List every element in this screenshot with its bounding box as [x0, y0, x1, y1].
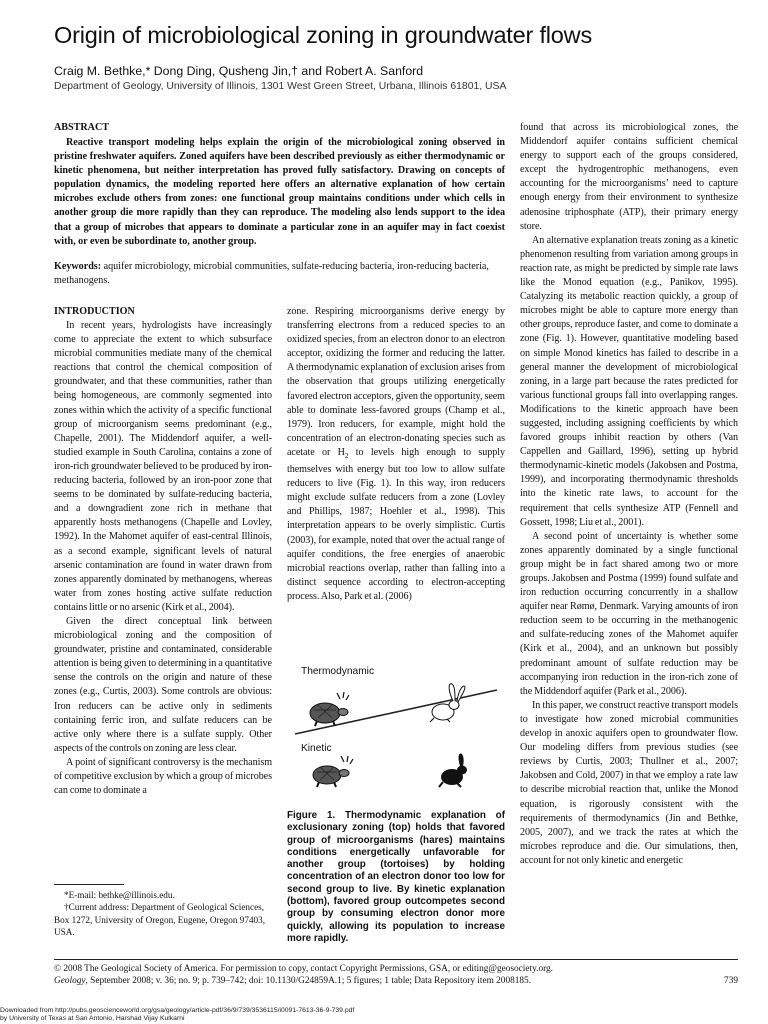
abstract-section [54, 121, 505, 288]
keywords-label: Keywords: [54, 260, 102, 272]
tortoise-bottom-icon [313, 756, 353, 787]
figure-label-kinetic: Kinetic [301, 743, 332, 754]
tortoise-top-icon [310, 692, 349, 726]
right-paragraph-3: A second point of uncertainty is whether some zones apparently dominated by a single functional group might be in fact shared among two or more groups. Jakobsen and Postma (1999) found sulfate and iron reduction occurring concurrently in a shallow aquifer near Rømø, Denmark. Varying amounts of iron reduction seem to be occurring in the methanogenic and sulfate-reducing zones of the Mahomet aquifer (Kirk et al., 2004), and an unknown but possibly predominant amount of sulfate reduction may be accompanying iron reduction in the iron-rich zone of the Middendorf aquifer (Park et al., 2006). [520, 530, 738, 697]
keywords-text: aquifer microbiology, microbial communities, sulfate-reducing bacteria, iron-reducing bacteria, methanogens. [54, 260, 489, 286]
footnote-current-address: †Current address: Department of Geological Sciences, Box 1272, University of Oregon, Eugene, Oregon 97403, USA. [54, 902, 266, 937]
footnote-email: *E-mail: bethke@illinois.edu. [64, 890, 175, 900]
download-notice-line-1: Downloaded from http://pubs.geoscienceworld.org/gsa/geology/article-pdf/36/9/739/3536115/i0091-7613-36-9-739.pdf [0, 1007, 355, 1014]
intro-paragraph-3: A point of significant controversy is the mechanism of competitive exclusion by which a group of microbes can come to dominate a [54, 756, 272, 797]
middle-column [287, 305, 505, 604]
footnotes [54, 889, 272, 938]
copyright-line: © 2008 The Geological Society of America. For permission to copy, contact Copyright Permissions, GSA, or editing@geosociety.org. [54, 964, 553, 974]
intro-paragraph-2: Given the direct conceptual link between microbiological zoning and the composition of groundwater, pristine and contaminated, considerable attention is being given to determining in a quantitative sense the controls on the origin and nature of these zones (e.g., Curtis, 2003). Some controls are obvious: Iron reducers can be active only in sediments containing ferric iron, and sulfate reducers can be active only where there is a sulfate supply. Other aspects of the controls on zoning are less clear. [54, 615, 272, 754]
citation-journal: Geology [54, 976, 86, 986]
keywords [54, 260, 505, 288]
abstract-body: Reactive transport modeling helps explain the origin of the microbiological zoning observed in pristine freshwater aquifers. Zoned aquifers have been described previously as either thermodynamic or kinetic phenomena, but neither interpretation has proved fully satisfactory. Drawing on concepts of population dynamics, the modeling reported here offers an alternative explanation of how certain microbes exclude others from zones: one functional group maintains conditions under which cells in another group die more rapidly than they can reproduce. The modeling also lends support to the idea that a group of microbes that appears to dominate a particular zone in an aquifer may in fact coexist with, or even be subordinate to, another group. [54, 137, 505, 247]
figure-1 [287, 660, 505, 800]
figure-label-thermodynamic: Thermodynamic [301, 666, 375, 677]
figure-1-illustration [287, 660, 505, 800]
page-number: 739 [724, 976, 738, 986]
article-title: Origin of microbiological zoning in groundwater flows [54, 22, 593, 48]
footer-rule [54, 959, 738, 960]
right-paragraph-4: In this paper, we construct reactive transport models to investigate how zoned microbial communities develop in anoxic aquifers open to groundwater flow. Our modeling differs from previous studies (see reviews by Curtis, 2003; Thullner et al., 2007; Jakobsen and Cold, 2007) in that we employ a rate law to describe microbial reaction that, unlike the Monod equation, is rigorously consistent with the requirements of thermodynamics (Jin and Bethke, 2005, 2007), and we track the rates at which the microbes reproduce and die. Our simulations, then, account for not only kinetic and energetic [520, 699, 738, 866]
hare-bottom-icon [439, 754, 467, 788]
abstract-heading: ABSTRACT [54, 122, 109, 133]
download-notice-line-2: by University of Texas at San Antonio, Harshad Vijay Kulkarni [0, 1015, 185, 1022]
right-paragraph-1: found that across its microbiological zones, the Middendorf aquifer contains sufficient chemical energy to support each of the groups considered, except the hydrogentrophic methanogens, even accounting for the microorganisms’ need to capture enough energy from their environment to synthesize adenosine triphosphate (ATP), their primary energy store. [520, 122, 738, 232]
footnote-rule [54, 884, 124, 885]
intro-paragraph-1: In recent years, hydrologists have increasingly come to appreciate the extent to which subsurface microbial communities mediate many of the chemical reactions that control the chemical composition of groundwater, and that these communities, rather than being homogeneous, are commonly segmented into zones within which the activity of a specific functional group of microorganism seems predominant (e.g., Chapelle, 2001). The Middendorf aquifer, a well-studied example in South Carolina, contains a zone of iron-rich groundwater believed to be produced by iron-reducing bacteria, followed by an iron-poor zone that seems to be dominated by sulfate-reducing bacteria, and a downgradient zone rich in methane that apparently hosts methanogens (Chapelle and Lovley, 1992). In the Mahomet aquifer of east-central Illinois, as a second example, significant levels of natural arsenic contamination are found in water drawn from zones apparently dominated by methanogens, whereas water from zones hosting active sulfate reduction contains little or no arsenic (Kirk et al., 2004). [54, 320, 272, 613]
introduction-column [54, 305, 272, 798]
figure-1-caption: Figure 1. Thermodynamic explanation of exclusionary zoning (top) holds that favored group of microorganisms (hares) maintains conditions energetically unfavorable for another group (tortoises) by holding concentration of an electron donor too low for second group to live. By kinetic explanation (bottom), favored group outcompetes second group by consuming electron donor more quickly, allowing its population to increase more rapidly. [287, 810, 505, 944]
author-list: Craig M. Bethke,* Dong Ding, Qusheng Jin,† and Robert A. Sanford [54, 64, 424, 78]
affiliation: Department of Geology, University of Illinois, 1301 West Green Street, Urbana, Illinois 61801, USA [54, 81, 507, 92]
introduction-heading: INTRODUCTION [54, 306, 135, 317]
intro-paragraph-4: zone. Respiring microorganisms derive energy by transferring electrons from a reduced species to an oxidized species, from an electron donor to an electron acceptor, oxidizing the former and reducing the latter. A thermodynamic explanation of exclusion arises from the observation that groups utilizing energetically favored electron acceptors, given the opportunity, seem able to dominate less-favored groups (Champ et al., 1979). Iron reducers, for example, might hold the concentration of an electron-donating species such as acetate or $H_2$ to levels high enough to supply themselves with energy but too low to allow sulfate reducers to live (Fig. 1). In this way, iron reducers might exclude sulfate reducers from a zone (Lovley and Phillips, 1987; Hoehler et al., 1998). This interpretation appears to be overly simplistic. Curtis (2003), for example, noted that over the actual range of aquifer conditions, the free energies of anaerobic microbial reactions overlap, rather than falling into a distinct sequence according to electron-accepting process. Also, Park et al. (2006) [287, 306, 506, 602]
citation-details: , September 2008; v. 36; no. 9; p. 739–742; doi: 10.1130/G24859A.1; 5 figures; 1 table; Data Repository item 2008185. [85, 976, 532, 986]
right-column [520, 121, 738, 868]
right-paragraph-2: An alternative explanation treats zoning as a kinetic phenomenon resulting from variation among groups in reaction rate, as might be predicted by simple rate laws like the Monod equation (e.g., Panikov, 1995). Catalyzing its metabolic reaction quickly, a group of microbes might be able to capture more energy than other groups, reproduce faster, and come to dominate a zone (Fig. 1). However, quantitative modeling based on simple Monod kinetics has failed to describe in a general manner the development of microbiological zoning, in a large part because the rates predicted for various functional groups fall into overlapping ranges. Modifications to the kinetic approach have been suggested, including assigning coefficients by which favored groups inhibit reaction by others (Van Cappellen and Gaillard, 1996), setting up hybrid thermodynamic-kinetic models (Jakobsen and Postma, 1999), and incorporating thermodynamic thresholds into the kinetic rate laws, to account for the requirement that cells synthesize ATP (Fennell and Gossett, 1998; Liu et al., 2001). [520, 234, 738, 528]
citation-line [54, 975, 531, 987]
